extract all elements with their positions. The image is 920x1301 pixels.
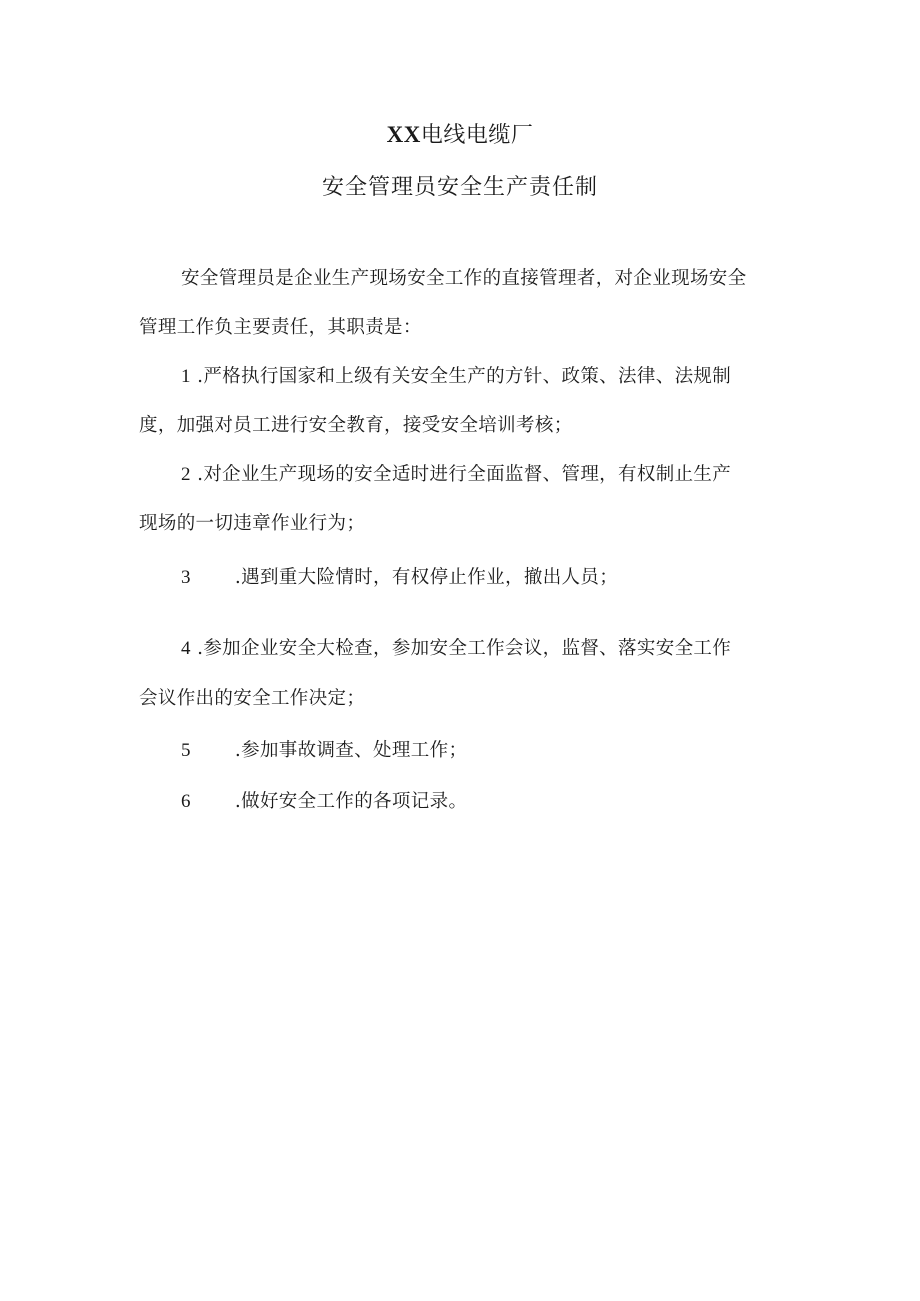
item-text: .严格执行国家和上级有关安全生产的方针、政策、法律、法规制 (197, 366, 732, 387)
company-name: 电线电缆厂 (420, 123, 534, 148)
list-item (181, 362, 731, 388)
item-continuation: 度，加强对员工进行安全教育，接受安全培训考核； (139, 415, 573, 436)
item-text: .做好安全工作的各项记录。 (234, 791, 468, 812)
item-text: .遇到重大险情时，有权停止作业，撤出人员； (234, 567, 619, 588)
intro-line-1: 安全管理员是企业生产现场安全工作的直接管理者，对企业现场安全 (181, 268, 747, 289)
item-continuation: 会议作出的安全工作决定； (139, 688, 366, 709)
list-item (181, 460, 731, 486)
item-text: .参加企业安全大检查，参加安全工作会议，监督、落实安全工作 (197, 638, 732, 659)
item-text: .参加事故调查、处理工作； (234, 740, 468, 761)
list-item (181, 787, 467, 813)
item-number: 6 (181, 791, 191, 812)
list-item (181, 736, 467, 762)
item-text: .对企业生产现场的安全适时进行全面监督、管理，有权制止生产 (197, 464, 732, 485)
intro-line-2: 管理工作负主要责任，其职责是： (139, 317, 422, 338)
item-number: 5 (181, 740, 191, 761)
item-continuation: 现场的一切违章作业行为； (139, 513, 366, 534)
item-number: 4 (181, 638, 191, 659)
company-title (0, 118, 920, 149)
item-number: 3 (181, 567, 191, 588)
document-title: 安全管理员安全生产责任制 (321, 175, 598, 200)
item-number: 1 (181, 366, 191, 387)
list-item (181, 634, 731, 660)
list-item (181, 563, 618, 589)
item-number: 2 (181, 464, 191, 485)
company-prefix: XX (386, 122, 421, 147)
